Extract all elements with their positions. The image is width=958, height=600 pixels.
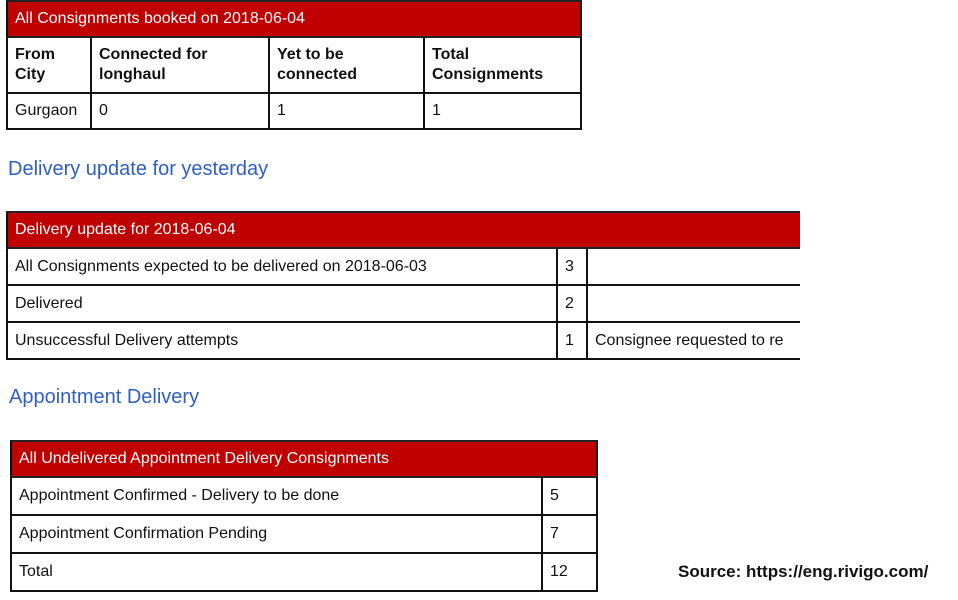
appointment-table-container — [10, 440, 598, 592]
table-row — [6, 286, 800, 323]
delivery-table-title: Delivery update for 2018-06-04 — [6, 211, 800, 249]
booked-table — [6, 0, 582, 130]
column-header-yet-to-connect: Yet to be connected — [270, 38, 425, 94]
cell-label: All Consignments expected to be delivered on 2018-06-03 — [6, 249, 558, 286]
cell-label: Delivered — [6, 286, 558, 323]
cell-city: Gurgaon — [6, 94, 92, 130]
cell-count: 1 — [558, 323, 588, 360]
booked-table-title: All Consignments booked on 2018-06-04 — [6, 0, 582, 38]
cell-label: Appointment Confirmation Pending — [10, 516, 543, 554]
cell-count: 12 — [543, 554, 598, 592]
column-header-connected: Connected for longhaul — [92, 38, 270, 94]
cell-remark — [588, 249, 800, 286]
cell-count: 2 — [558, 286, 588, 323]
column-header-total: Total Consignments — [425, 38, 582, 94]
source-caption: Source: https://eng.rivigo.com/ — [678, 562, 929, 581]
table-row — [6, 249, 800, 286]
cell-connected: 0 — [92, 94, 270, 130]
delivery-table — [6, 211, 800, 360]
table-row — [6, 94, 582, 130]
cell-count: 7 — [543, 516, 598, 554]
delivery-heading: Delivery update for yesterday — [8, 158, 269, 180]
cell-label: Unsuccessful Delivery attempts — [6, 323, 558, 360]
cell-remark — [588, 286, 800, 323]
booked-table-container — [6, 0, 582, 130]
delivery-table-container — [6, 211, 800, 360]
cell-label: Appointment Confirmed - Delivery to be done — [10, 478, 543, 516]
table-row — [10, 516, 598, 554]
table-row — [10, 478, 598, 516]
appointment-table — [10, 440, 598, 592]
cell-count: 3 — [558, 249, 588, 286]
cell-yet-to-connect: 1 — [270, 94, 425, 130]
cell-remark: Consignee requested to re — [588, 323, 800, 360]
appointment-table-title: All Undelivered Appointment Delivery Consignments — [10, 440, 598, 478]
appointment-heading: Appointment Delivery — [9, 386, 200, 408]
column-header-from-city: From City — [6, 38, 92, 94]
table-row — [10, 554, 598, 592]
cell-total: 1 — [425, 94, 582, 130]
cell-count: 5 — [543, 478, 598, 516]
table-row — [6, 323, 800, 360]
cell-label: Total — [10, 554, 543, 592]
